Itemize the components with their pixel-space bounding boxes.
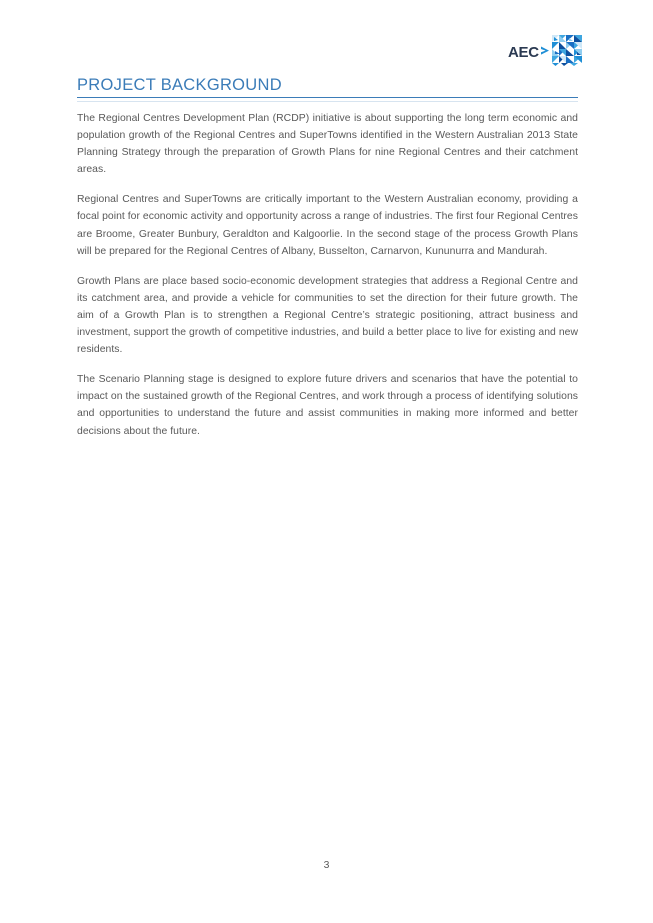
mosaic-square-icon xyxy=(552,35,582,66)
page-title: PROJECT BACKGROUND xyxy=(77,76,282,94)
title-divider-soft xyxy=(77,101,578,102)
aec-wordmark: AEC xyxy=(508,44,539,61)
paragraph: The Scenario Planning stage is designed to explore future drivers and scenarios that have the potential to impact on the sustained growth of the Regional Centres, and work through a process of identifying solutions and opportunities to understand the future and assist communities in making more informed and better decisions about the future. xyxy=(77,374,578,437)
paragraph: Regional Centres and SuperTowns are critically important to the Western Australian economy, providing a focal point for economic activity and opportunity across a range of industries. The first four Regional Centres are Broome, Greater Bunbury, Geraldton and Kalgoorlie. In the second stage of the process Growth Plans will be prepared for the Regional Centres of Albany, Busselton, Carnarvon, Kununurra and Mandurah. xyxy=(77,194,578,257)
page-number: 3 xyxy=(323,860,330,871)
body-content xyxy=(77,110,578,440)
title-divider xyxy=(77,97,578,98)
paragraph: Growth Plans are place based socio-economic development strategies that address a Regional Centre and its catchment area, and provide a vehicle for communities to set the direction for their future growth. The aim of a Growth Plan is to strengthen a Regional Centre’s strategic positioning, attract business and investment, support the growth of competitive industries, and build a better place to live for existing and new residents. xyxy=(77,275,578,356)
aec-logo xyxy=(505,31,583,69)
paragraph: The Regional Centres Development Plan (RCDP) initiative is about supporting the long term economic and population growth of the Regional Centres and SuperTowns identified in the Western Australian 2013 State Planning Strategy through the preparation of Growth Plans for nine Regional Centres and their catchment areas. xyxy=(77,113,578,176)
